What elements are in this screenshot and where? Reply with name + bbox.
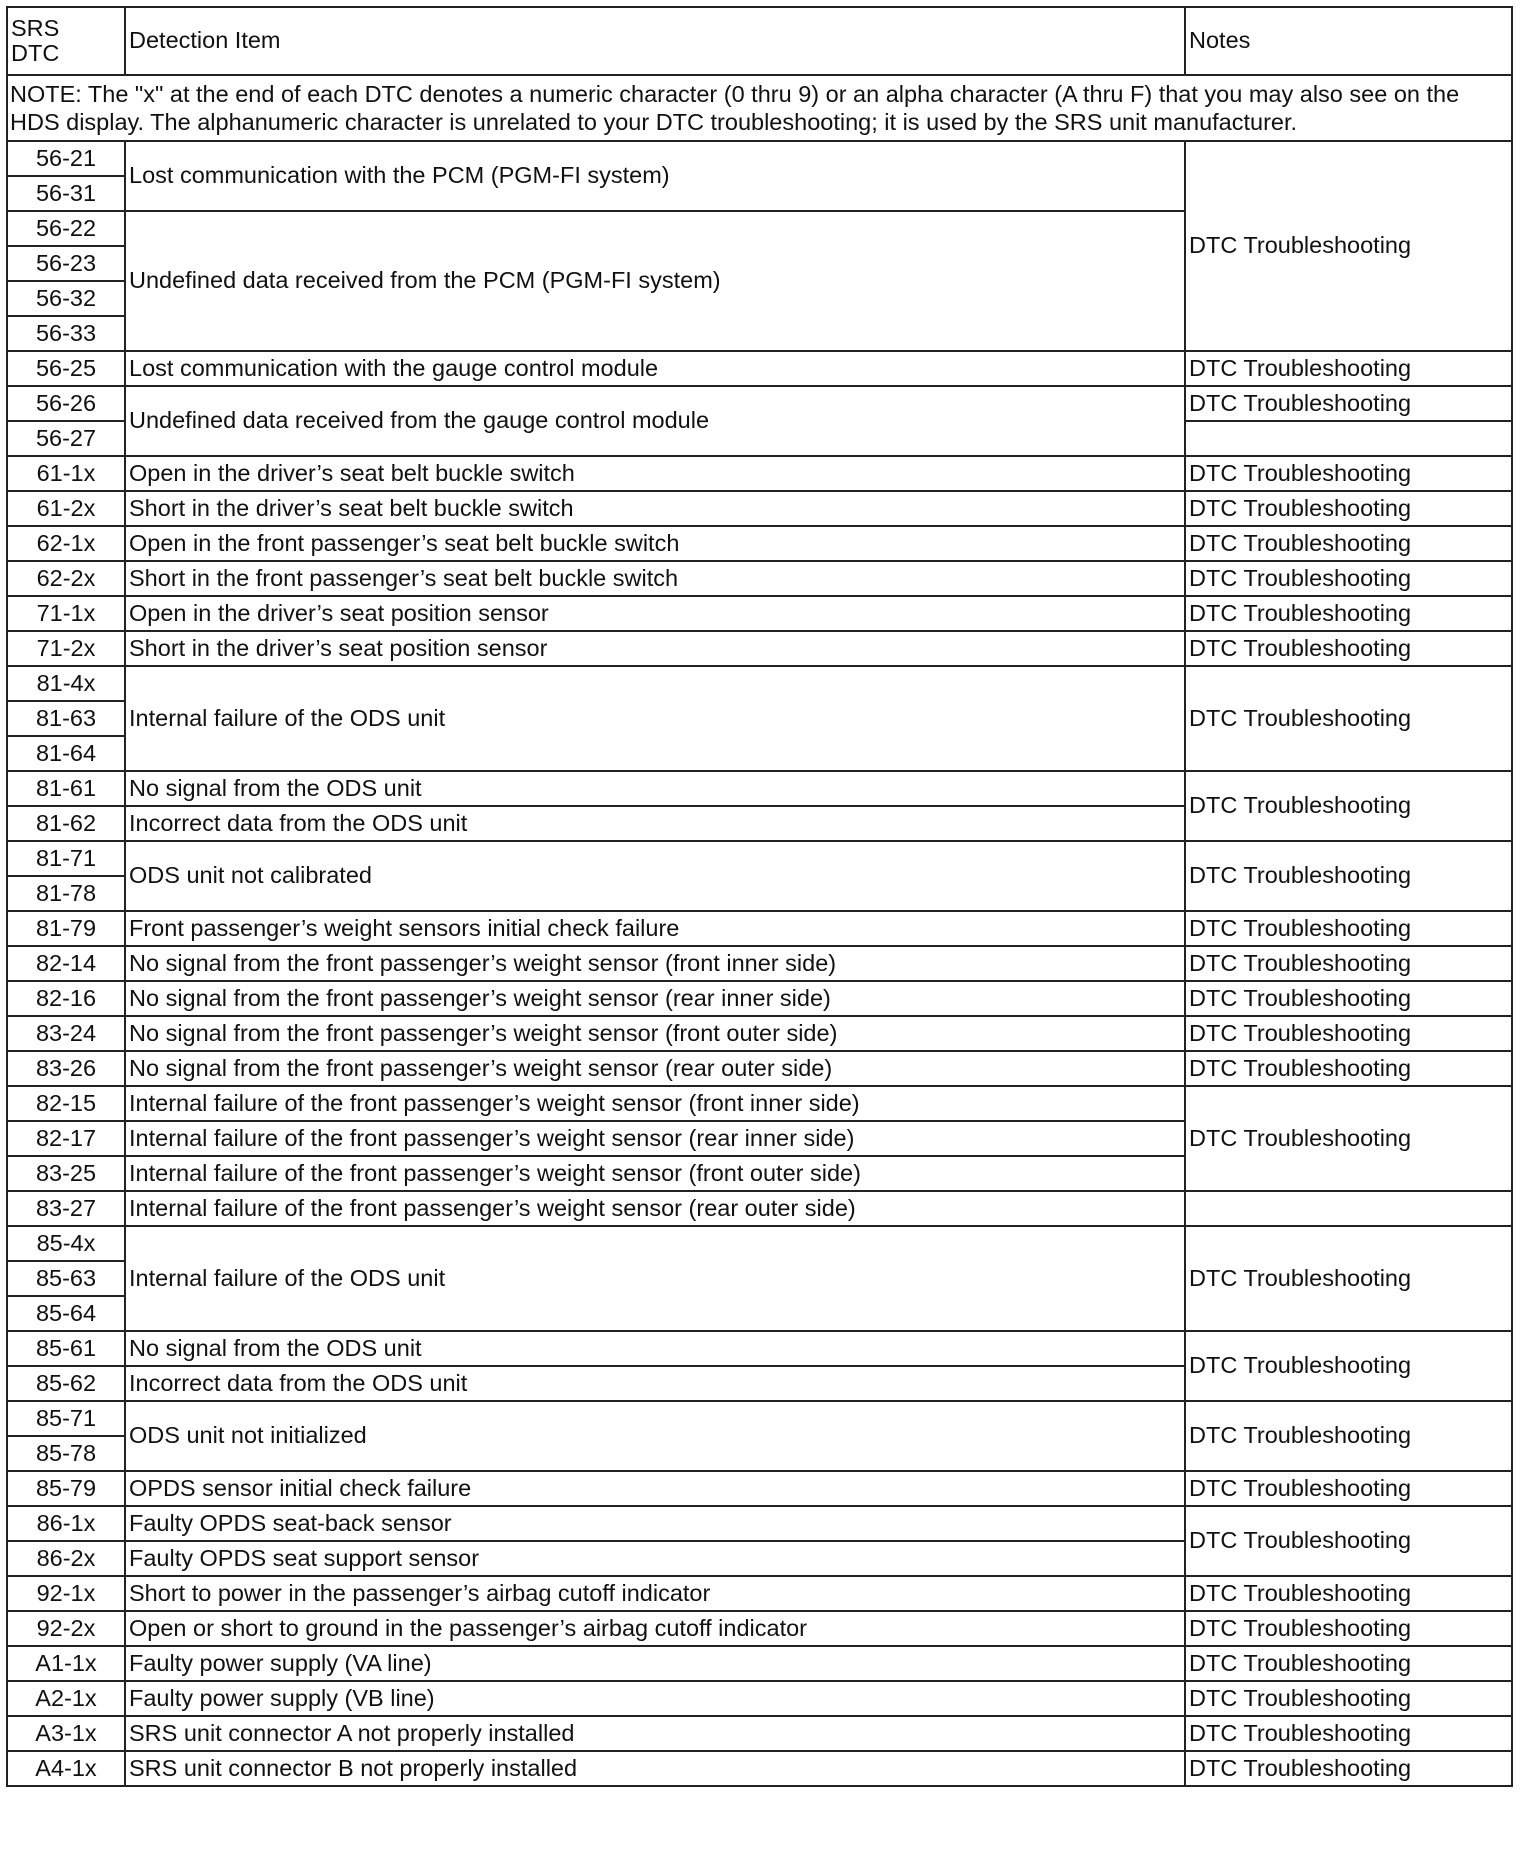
detection-item: Internal failure of the front passenger’s weight sensor (rear outer side) — [125, 1191, 1185, 1226]
table-row — [7, 386, 1512, 421]
dtc-code: 71-1x — [7, 596, 125, 631]
detection-item: Faulty OPDS seat-back sensor — [125, 1506, 1185, 1541]
dtc-code: 81-4x — [7, 666, 125, 701]
dtc-code: 62-2x — [7, 561, 125, 596]
detection-item: No signal from the front passenger’s weight sensor (front inner side) — [125, 946, 1185, 981]
detection-item: No signal from the ODS unit — [125, 1331, 1185, 1366]
dtc-code: 56-25 — [7, 351, 125, 386]
notes-cell: DTC Troubleshooting — [1185, 386, 1512, 421]
table-row — [7, 1506, 1512, 1541]
dtc-code: 71-2x — [7, 631, 125, 666]
notes-cell: DTC Troubleshooting — [1185, 1646, 1512, 1681]
dtc-code: 56-22 — [7, 211, 125, 246]
detection-item: No signal from the front passenger’s weight sensor (front outer side) — [125, 1016, 1185, 1051]
notes-cell: DTC Troubleshooting — [1185, 1506, 1512, 1576]
dtc-code: 81-71 — [7, 841, 125, 876]
dtc-code: 83-24 — [7, 1016, 125, 1051]
dtc-code: A2-1x — [7, 1681, 125, 1716]
detection-item: Undefined data received from the PCM (PGM-FI system) — [125, 211, 1185, 351]
detection-item: No signal from the ODS unit — [125, 771, 1185, 806]
table-row — [7, 1646, 1512, 1681]
detection-item: Open in the front passenger’s seat belt buckle switch — [125, 526, 1185, 561]
dtc-code: 85-79 — [7, 1471, 125, 1506]
notes-cell: DTC Troubleshooting — [1185, 911, 1512, 946]
table-row — [7, 911, 1512, 946]
header-code-line1: SRS — [11, 15, 60, 42]
table-row — [7, 1576, 1512, 1611]
dtc-code: 56-31 — [7, 176, 125, 211]
dtc-code: 82-14 — [7, 946, 125, 981]
detection-item: Short in the front passenger’s seat belt buckle switch — [125, 561, 1185, 596]
notes-cell: DTC Troubleshooting — [1185, 1226, 1512, 1331]
notes-cell: DTC Troubleshooting — [1185, 631, 1512, 666]
dtc-code: 85-63 — [7, 1261, 125, 1296]
dtc-code: 56-26 — [7, 386, 125, 421]
notes-cell: DTC Troubleshooting — [1185, 1576, 1512, 1611]
notes-cell: DTC Troubleshooting — [1185, 841, 1512, 911]
dtc-code: 82-17 — [7, 1121, 125, 1156]
table-row — [7, 456, 1512, 491]
notes-cell — [1185, 1191, 1512, 1226]
notes-cell: DTC Troubleshooting — [1185, 1471, 1512, 1506]
detection-item: Internal failure of the ODS unit — [125, 1226, 1185, 1331]
notes-cell: DTC Troubleshooting — [1185, 1681, 1512, 1716]
dtc-code: 86-1x — [7, 1506, 125, 1541]
dtc-code: 61-1x — [7, 456, 125, 491]
notes-cell: DTC Troubleshooting — [1185, 1751, 1512, 1786]
table-row — [7, 631, 1512, 666]
notes-cell: DTC Troubleshooting — [1185, 1611, 1512, 1646]
dtc-code: 81-79 — [7, 911, 125, 946]
dtc-code: 56-33 — [7, 316, 125, 351]
dtc-code: 82-15 — [7, 1086, 125, 1121]
header-item: Detection Item — [125, 7, 1185, 75]
notes-cell: DTC Troubleshooting — [1185, 351, 1512, 386]
notes-cell: DTC Troubleshooting — [1185, 561, 1512, 596]
detection-item: OPDS sensor initial check failure — [125, 1471, 1185, 1506]
notes-cell: DTC Troubleshooting — [1185, 666, 1512, 771]
detection-item: Lost communication with the PCM (PGM-FI system) — [125, 141, 1185, 211]
table-row — [7, 771, 1512, 806]
dtc-code: 56-32 — [7, 281, 125, 316]
notes-cell: DTC Troubleshooting — [1185, 596, 1512, 631]
dtc-code: 81-62 — [7, 806, 125, 841]
detection-item: Short to power in the passenger’s airbag cutoff indicator — [125, 1576, 1185, 1611]
detection-item: Faulty power supply (VB line) — [125, 1681, 1185, 1716]
dtc-code: 81-64 — [7, 736, 125, 771]
notes-cell — [1185, 421, 1512, 456]
table-row — [7, 1681, 1512, 1716]
detection-item: Front passenger’s weight sensors initial check failure — [125, 911, 1185, 946]
header-code-line2: DTC — [11, 40, 60, 66]
table-row — [7, 141, 1512, 176]
detection-item: No signal from the front passenger’s weight sensor (rear inner side) — [125, 981, 1185, 1016]
dtc-code: 85-64 — [7, 1296, 125, 1331]
note-text: NOTE: The "x" at the end of each DTC denotes a numeric character (0 thru 9) or an alpha character (A thru F) that you may also see on the HDS display. The alphanumeric character is unrelated to your DTC troubleshooting; it is used by the SRS unit manufacturer. — [7, 75, 1512, 141]
notes-cell: DTC Troubleshooting — [1185, 1016, 1512, 1051]
table-row — [7, 491, 1512, 526]
detection-item: Incorrect data from the ODS unit — [125, 1366, 1185, 1401]
table-row — [7, 1471, 1512, 1506]
detection-item: Open in the driver’s seat position sensor — [125, 596, 1185, 631]
dtc-code: 83-27 — [7, 1191, 125, 1226]
dtc-code: 85-61 — [7, 1331, 125, 1366]
dtc-code: 82-16 — [7, 981, 125, 1016]
detection-item: ODS unit not calibrated — [125, 841, 1185, 911]
dtc-code: A3-1x — [7, 1716, 125, 1751]
table-row — [7, 1401, 1512, 1436]
detection-item: Faulty power supply (VA line) — [125, 1646, 1185, 1681]
table-row — [7, 1051, 1512, 1086]
notes-cell: DTC Troubleshooting — [1185, 1401, 1512, 1471]
notes-cell: DTC Troubleshooting — [1185, 1051, 1512, 1086]
dtc-code: 85-4x — [7, 1226, 125, 1261]
detection-item: Open or short to ground in the passenger’s airbag cutoff indicator — [125, 1611, 1185, 1646]
notes-cell: DTC Troubleshooting — [1185, 981, 1512, 1016]
detection-item: SRS unit connector B not properly installed — [125, 1751, 1185, 1786]
dtc-code: 85-78 — [7, 1436, 125, 1471]
table-row — [7, 1331, 1512, 1366]
table-row — [7, 561, 1512, 596]
detection-item: Internal failure of the front passenger’s weight sensor (front outer side) — [125, 1156, 1185, 1191]
header-code — [7, 7, 125, 75]
dtc-code: A4-1x — [7, 1751, 125, 1786]
notes-cell: DTC Troubleshooting — [1185, 526, 1512, 561]
detection-item: Lost communication with the gauge control module — [125, 351, 1185, 386]
notes-cell: DTC Troubleshooting — [1185, 946, 1512, 981]
detection-item: Internal failure of the ODS unit — [125, 666, 1185, 771]
table-row — [7, 1016, 1512, 1051]
notes-cell: DTC Troubleshooting — [1185, 1331, 1512, 1401]
detection-item: Short in the driver’s seat position sensor — [125, 631, 1185, 666]
table-row — [7, 841, 1512, 876]
table-row — [7, 666, 1512, 701]
detection-item: No signal from the front passenger’s weight sensor (rear outer side) — [125, 1051, 1185, 1086]
dtc-code: 86-2x — [7, 1541, 125, 1576]
dtc-code: 56-23 — [7, 246, 125, 281]
header-row — [7, 7, 1512, 75]
notes-cell: DTC Troubleshooting — [1185, 1716, 1512, 1751]
detection-item: Internal failure of the front passenger’s weight sensor (rear inner side) — [125, 1121, 1185, 1156]
detection-item: Undefined data received from the gauge control module — [125, 386, 1185, 456]
table-row — [7, 1716, 1512, 1751]
notes-cell: DTC Troubleshooting — [1185, 771, 1512, 841]
detection-item: ODS unit not initialized — [125, 1401, 1185, 1471]
table-row — [7, 1191, 1512, 1226]
dtc-code: 92-2x — [7, 1611, 125, 1646]
detection-item: Faulty OPDS seat support sensor — [125, 1541, 1185, 1576]
detection-item: Short in the driver’s seat belt buckle switch — [125, 491, 1185, 526]
dtc-code: 92-1x — [7, 1576, 125, 1611]
dtc-code: 85-62 — [7, 1366, 125, 1401]
table-row — [7, 981, 1512, 1016]
notes-cell: DTC Troubleshooting — [1185, 1086, 1512, 1191]
table-row — [7, 596, 1512, 631]
notes-cell: DTC Troubleshooting — [1185, 491, 1512, 526]
note-row — [7, 75, 1512, 141]
srs-dtc-table — [6, 6, 1513, 1787]
dtc-code: 61-2x — [7, 491, 125, 526]
header-notes: Notes — [1185, 7, 1512, 75]
dtc-code: A1-1x — [7, 1646, 125, 1681]
detection-item: Incorrect data from the ODS unit — [125, 806, 1185, 841]
dtc-code: 56-27 — [7, 421, 125, 456]
dtc-code: 85-71 — [7, 1401, 125, 1436]
dtc-code: 81-63 — [7, 701, 125, 736]
notes-cell: DTC Troubleshooting — [1185, 456, 1512, 491]
dtc-code: 62-1x — [7, 526, 125, 561]
dtc-code: 81-61 — [7, 771, 125, 806]
table-row — [7, 526, 1512, 561]
notes-cell: DTC Troubleshooting — [1185, 141, 1512, 351]
table-row — [7, 1751, 1512, 1786]
table-row — [7, 1086, 1512, 1121]
dtc-code: 83-26 — [7, 1051, 125, 1086]
detection-item: Internal failure of the front passenger’s weight sensor (front inner side) — [125, 1086, 1185, 1121]
table-row — [7, 1611, 1512, 1646]
dtc-code: 81-78 — [7, 876, 125, 911]
table-row — [7, 1226, 1512, 1261]
table-row — [7, 351, 1512, 386]
detection-item: Open in the driver’s seat belt buckle switch — [125, 456, 1185, 491]
detection-item: SRS unit connector A not properly installed — [125, 1716, 1185, 1751]
dtc-code: 83-25 — [7, 1156, 125, 1191]
dtc-code: 56-21 — [7, 141, 125, 176]
table-row — [7, 946, 1512, 981]
